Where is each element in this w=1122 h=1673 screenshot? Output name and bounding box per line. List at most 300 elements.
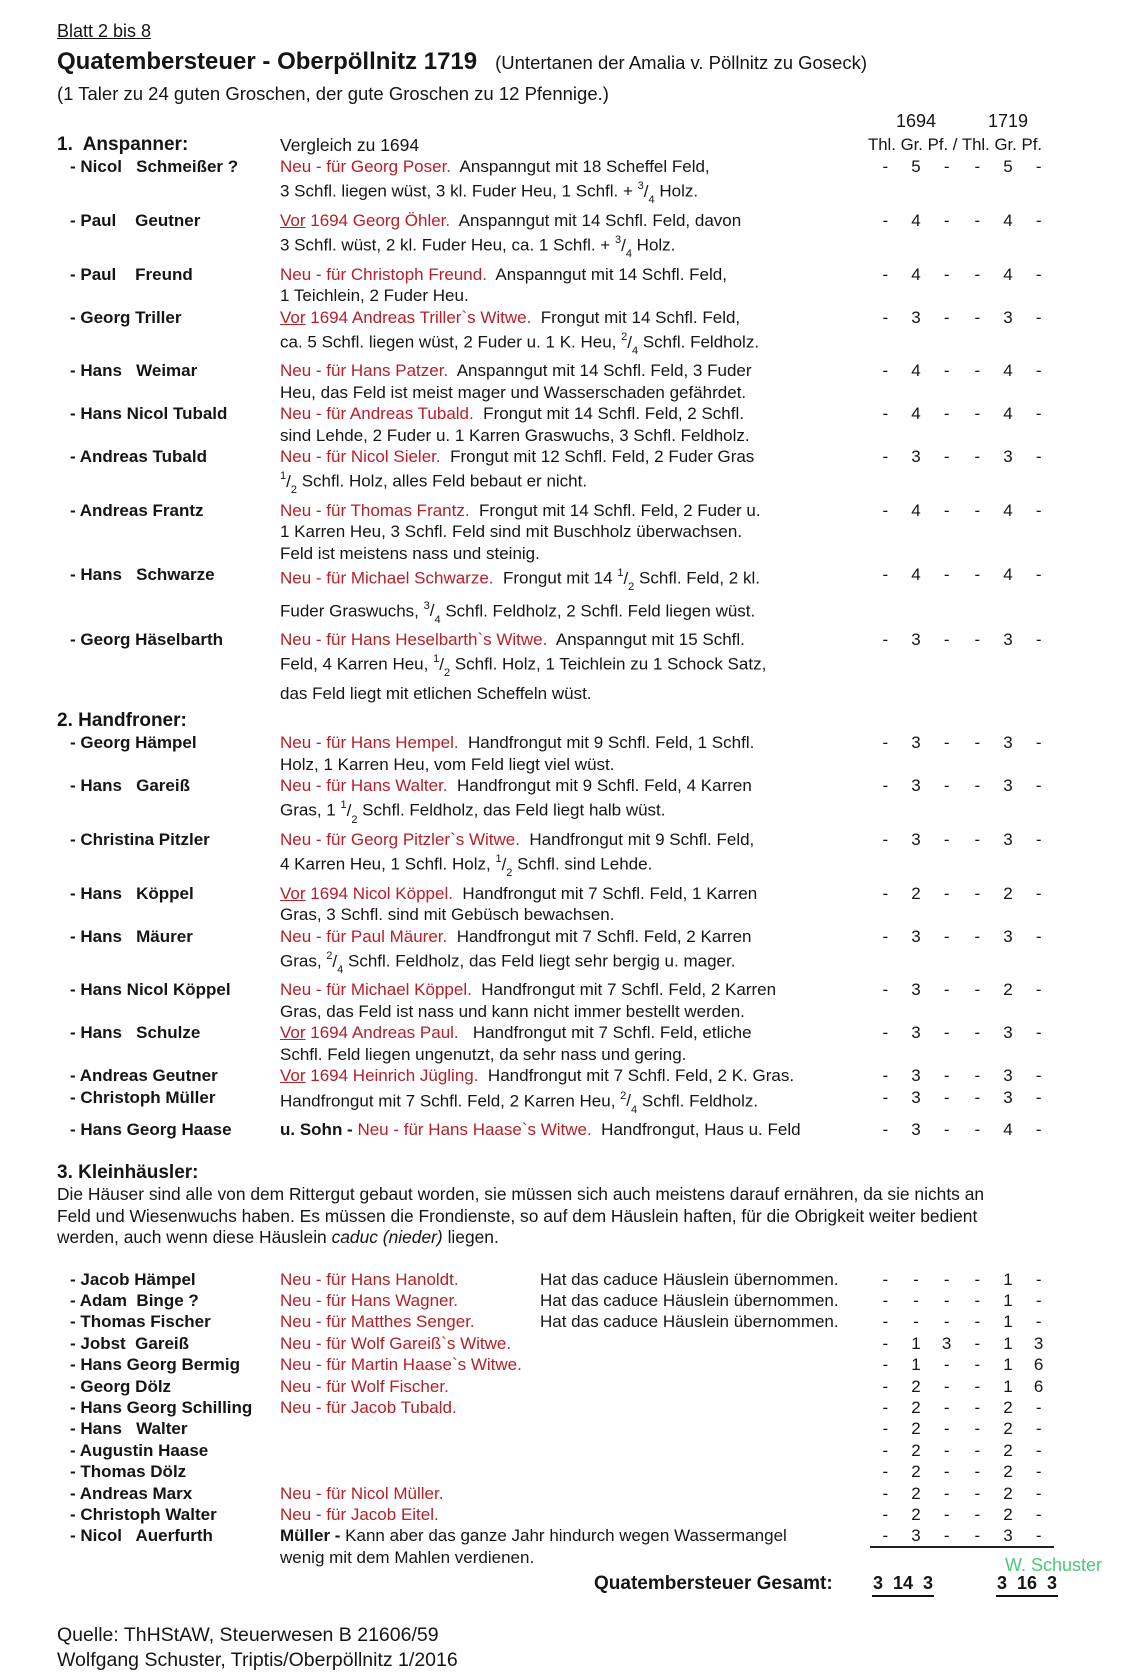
table-row: [0, 979, 1122, 1022]
text: Anspanngut mit 14 Schfl. Feld, 3 Fuder: [448, 361, 752, 381]
value-cell: 1: [1003, 1312, 1013, 1332]
row-description: [280, 1119, 884, 1140]
row-name: - Georg Triller: [70, 307, 182, 327]
value-cell: -: [882, 1312, 889, 1332]
text: Handfrongut mit 9 Schfl. Feld, 1 Schfl.: [458, 733, 755, 753]
text: liegen.: [442, 1227, 499, 1248]
description-line: [280, 1044, 884, 1065]
table-row: [0, 564, 1122, 629]
row-values: [870, 1504, 1054, 1525]
row-values: [870, 1022, 1054, 1043]
value-cell: -: [943, 829, 950, 849]
value-cell: 3: [911, 733, 921, 753]
value-cell: 3: [911, 1526, 921, 1546]
value-cell: 3: [911, 1023, 921, 1043]
row-values: [870, 1525, 1054, 1548]
description-line: [280, 564, 884, 596]
row-values: [870, 264, 1054, 285]
description-line: [280, 1483, 884, 1504]
text: werden, auch wenn diese Häuslein: [57, 1227, 332, 1248]
row-values: [870, 210, 1054, 231]
red-text: Neu - für Jacob Tubald.: [280, 1398, 457, 1418]
description-line: [280, 1087, 884, 1119]
row-values: [870, 829, 1054, 850]
text: das Feld liegt mit etlichen Scheffeln wüst.: [280, 683, 592, 703]
section-heading: 3. Kleinhäusler:: [57, 1162, 199, 1184]
value-cell: -: [974, 733, 981, 753]
row-values: [870, 1290, 1054, 1311]
title-note: (Untertanen der Amalia v. Pöllnitz zu Goseck): [495, 52, 867, 73]
table-row: [0, 210, 1122, 264]
red-text: Neu - für Georg Poser.: [280, 157, 452, 176]
value-cell: 3: [911, 926, 921, 946]
value-cell: 3: [911, 776, 921, 796]
row-values: [870, 156, 1054, 177]
row-description: [280, 1397, 884, 1418]
row-values: [870, 1269, 1054, 1290]
value-cell: -: [1035, 1023, 1042, 1043]
description-line: [280, 947, 884, 979]
description-line: [280, 926, 884, 947]
row-name: - Hans Weimar: [70, 361, 198, 381]
row-values: [870, 775, 1054, 796]
row-description: [280, 1525, 884, 1568]
text: Die Häuser sind alle von dem Rittergut gebaut worden, sie müssen sich auch meistens darauf ernähren, da sie nichts an: [57, 1184, 985, 1205]
value-cell: -: [974, 1462, 981, 1482]
italic-text: caduc (nieder): [331, 1227, 443, 1248]
description-line: [280, 754, 884, 775]
text: Kann aber das ganze Jahr hindurch wegen Wassermangel: [345, 1526, 787, 1546]
value-cell: -: [1035, 980, 1042, 1000]
section: [0, 1161, 1122, 1568]
table-row: [0, 1418, 1122, 1439]
value-cell: 3: [911, 980, 921, 1000]
value-cell: 1: [1003, 1355, 1013, 1375]
row-description: [280, 446, 884, 500]
value-cell: -: [974, 157, 981, 176]
row-name: - Hans Schwarze: [70, 565, 215, 585]
value-cell: 4: [911, 361, 921, 381]
value-cell: 3: [911, 307, 921, 327]
description-line: [280, 732, 884, 753]
value-cell: 3: [1003, 829, 1013, 849]
description-line: [280, 1376, 884, 1397]
subtitle: (1 Taler zu 24 guten Groschen, der gute Groschen zu 12 Pfennige.): [57, 83, 609, 104]
row-note: Hat das caduce Häuslein übernommen.: [540, 1269, 839, 1289]
compare-label: Vergleich zu 1694: [280, 135, 420, 155]
description-line: [280, 1119, 884, 1140]
value-cell: 1: [911, 1355, 921, 1375]
row-name: - Hans Mäurer: [70, 926, 193, 946]
value-cell: 2: [911, 1483, 921, 1503]
row-name: - Jacob Hämpel: [70, 1269, 196, 1289]
table-row: [0, 1119, 1122, 1140]
value-cell: -: [882, 1526, 889, 1546]
value-cell: -: [974, 1419, 981, 1439]
value-cell: -: [1035, 926, 1042, 946]
table-row: [0, 446, 1122, 500]
description-line: [280, 467, 884, 499]
red-text: Neu - für Thomas Frantz.: [280, 500, 470, 520]
text: 1 Karren Heu, 3 Schfl. Feld sind mit Buschholz überwachsen.: [280, 522, 743, 542]
red-text: Neu - für Hans Hempel.: [280, 733, 459, 753]
value-cell: -: [943, 1269, 950, 1289]
value-cell: -: [882, 1376, 889, 1396]
text: sind Lehde, 2 Fuder u. 1 Karren Graswuchs, 3 Schfl. Feldholz.: [280, 425, 750, 445]
value-cell: -: [882, 210, 889, 230]
value-cell: -: [882, 307, 889, 327]
value-cell: -: [882, 1398, 889, 1418]
description-line: [280, 904, 884, 925]
value-cell: -: [1035, 1440, 1042, 1460]
value-cell: -: [943, 1462, 950, 1482]
signature: W. Schuster: [1005, 1555, 1103, 1575]
value-cell: -: [974, 980, 981, 1000]
text: Fuder Graswuchs,: [280, 601, 424, 621]
value-cell: -: [974, 1087, 981, 1107]
row-name: - Jobst Gareiß: [70, 1333, 190, 1353]
value-cell: 3: [1003, 1526, 1013, 1546]
description-line: [280, 307, 884, 328]
row-name: - Hans Schulze: [70, 1023, 201, 1043]
intro-line: [57, 1227, 1122, 1248]
fraction: $^1/_2$: [280, 470, 297, 497]
fraction: $^1/_2$: [433, 653, 451, 680]
value-cell: -: [1035, 1269, 1042, 1289]
value-cell: -: [882, 1066, 889, 1086]
value-cell: 2: [1003, 1505, 1013, 1524]
text: 4 Karren Heu, 1 Schfl. Holz,: [280, 855, 496, 874]
row-name: - Thomas Fischer: [70, 1312, 211, 1332]
value-cell: -: [882, 1333, 889, 1353]
row-note: Hat das caduce Häuslein übernommen.: [540, 1290, 839, 1310]
text: Handfrongut, Haus u. Feld: [591, 1119, 801, 1139]
table-row: [0, 732, 1122, 775]
row-name: - Hans Walter: [70, 1419, 188, 1439]
value-cell: -: [943, 1419, 950, 1439]
text: 3 Schfl. liegen wüst, 3 kl. Fuder Heu, 1 Schfl. +: [280, 182, 638, 202]
value-cell: -: [943, 776, 950, 796]
text: wenig mit dem Mahlen verdienen.: [280, 1547, 535, 1567]
red-underlined-text: Vor: [280, 883, 306, 903]
value-cell: 6: [1033, 1355, 1044, 1375]
value-cell: -: [1035, 307, 1042, 327]
description-line: [280, 1397, 884, 1418]
value-cell: -: [943, 1398, 950, 1418]
value-cell: -: [943, 1087, 950, 1107]
row-description: [280, 1376, 884, 1397]
red-underlined-text: Vor: [280, 1023, 306, 1043]
row-values: [870, 1065, 1054, 1086]
value-cell: -: [1035, 1087, 1042, 1107]
text: Feld, 4 Karren Heu,: [280, 655, 434, 675]
value-cell: -: [882, 447, 889, 467]
row-name: - Augustin Haase: [70, 1440, 209, 1460]
row-name: - Hans Georg Haase: [70, 1119, 232, 1139]
value-cell: -: [1035, 776, 1042, 796]
value-cell: -: [943, 980, 950, 1000]
value-cell: -: [943, 157, 950, 176]
section-heading-row: [0, 709, 1122, 732]
row-description: [280, 979, 884, 1022]
value-cell: -: [882, 630, 889, 649]
text: Holz.: [631, 235, 676, 255]
row-description: [280, 210, 884, 264]
row-description: [280, 1087, 884, 1119]
value-cell: -: [943, 926, 950, 946]
value-cell: -: [974, 1355, 981, 1375]
row-description: [280, 732, 884, 775]
text: Anspanngut mit 14 Schfl. Feld, davon: [450, 210, 742, 230]
description-line: [280, 597, 884, 629]
row-name: - Hans Gareiß: [70, 776, 190, 796]
table-row: [0, 1087, 1122, 1119]
section: [0, 709, 1122, 1140]
value-cell: -: [974, 307, 981, 327]
description-line: [280, 979, 884, 1000]
value-cell: 2: [911, 1462, 921, 1482]
row-name: - Andreas Frantz: [70, 500, 204, 520]
text: Schfl. Feldholz, das Feld liegt sehr bergig u. mager.: [343, 951, 736, 971]
fraction: $^2/_4$: [620, 1089, 638, 1116]
red-text: Neu - für Hans Wagner.: [280, 1290, 458, 1310]
value-cell: -: [943, 404, 950, 424]
row-values: [870, 732, 1054, 753]
value-cell: 2: [911, 1419, 921, 1439]
value-cell: -: [882, 1419, 889, 1439]
fraction: $^1/_2$: [495, 853, 513, 880]
value-cell: -: [974, 500, 981, 520]
value-cell: 2: [911, 1376, 921, 1396]
text: Schfl. Holz, 1 Teichlein zu 1 Schock Satz,: [450, 655, 767, 675]
text: Handfrongut mit 7 Schfl. Feld, 2 K. Gras.: [478, 1066, 795, 1086]
text: Schfl. Feldholz, 2 Schfl. Feld liegen wüst.: [440, 601, 756, 621]
text: Schfl. Holz, alles Feld bebaut er nicht.: [296, 472, 588, 492]
table-row: [0, 926, 1122, 980]
total-values: [872, 1573, 1058, 1597]
description-line: [280, 264, 884, 285]
row-description: [280, 360, 884, 403]
row-description: [280, 1333, 884, 1354]
section-rows: [0, 732, 1122, 1140]
text: Handfrongut mit 7 Schfl. Feld, etliche: [458, 1023, 752, 1043]
section-heading: 1. Anspanner:: [57, 134, 189, 155]
description-line: [280, 1333, 884, 1354]
row-name: - Hans Nicol Köppel: [70, 980, 231, 1000]
total-label: Quatembersteuer Gesamt:: [594, 1573, 833, 1595]
row-description: [280, 1022, 884, 1065]
row-description: [280, 403, 884, 446]
value-cell: -: [974, 210, 981, 230]
value-cell: -: [974, 447, 981, 467]
value-cell: -: [974, 829, 981, 849]
description-line: [280, 328, 884, 360]
description-line: [280, 425, 884, 446]
text: Gras, 1: [280, 801, 341, 821]
red-text: 1694 Heinrich Jügling.: [305, 1066, 479, 1086]
fraction: $^1/_2$: [617, 567, 635, 594]
red-text: Neu - für Nicol Müller.: [280, 1483, 444, 1503]
row-values: [870, 446, 1054, 467]
table-row: [0, 1022, 1122, 1065]
row-values: [870, 500, 1054, 521]
value-cell: -: [943, 500, 950, 520]
table-row: [0, 1461, 1122, 1482]
description-line: [280, 231, 884, 263]
value-cell: -: [974, 361, 981, 381]
fraction: $^1/_2$: [340, 799, 358, 826]
value-cell: 4: [911, 500, 921, 520]
value-cell: 4: [1003, 500, 1013, 520]
description-line: [280, 285, 884, 306]
text: Heu, das Feld ist meist mager und Wasserschaden gefährdet.: [280, 382, 747, 402]
page-title: Quatembersteuer - Oberpöllnitz 1719: [57, 48, 478, 75]
description-line: [280, 500, 884, 521]
red-text: Neu - für Jacob Eitel.: [280, 1505, 439, 1524]
table-row: [0, 883, 1122, 926]
row-description: [280, 629, 884, 704]
table-row: [0, 1354, 1122, 1375]
description-line: [280, 210, 884, 231]
red-text: 1694 Andreas Paul.: [305, 1023, 459, 1043]
value-cell: -: [882, 1483, 889, 1503]
value-cell: -: [882, 1269, 889, 1289]
text: Schfl. sind Lehde.: [512, 855, 653, 874]
row-values: [870, 307, 1054, 328]
value-cell: 2: [911, 883, 921, 903]
value-cell: 4: [911, 565, 921, 585]
description-line: [280, 177, 884, 209]
row-values: [870, 1376, 1054, 1397]
value-cell: -: [882, 1119, 889, 1139]
value-cell: -: [882, 361, 889, 381]
fraction: $^3/_4$: [423, 599, 441, 626]
description-line: [280, 521, 884, 542]
description-line: [280, 683, 884, 704]
text: Feld ist meistens nass und steinig.: [280, 543, 540, 563]
table-row: [0, 629, 1122, 704]
text: ca. 5 Schfl. liegen wüst, 2 Fuder u. 1 K. Heu,: [280, 332, 622, 352]
value-cell: 4: [911, 404, 921, 424]
red-text: 1694 Georg Öhler.: [305, 210, 451, 230]
text: Feld und Wiesenwuchs haben. Es müssen die Frondienste, so auf dem Häuslein haften, für die Obrigkeit weiter bedient: [57, 1205, 978, 1226]
text: Schfl. Feldholz.: [638, 332, 760, 352]
total-group: 3 14 3: [872, 1573, 934, 1597]
value-cell: 3: [911, 1087, 921, 1107]
value-cell: -: [882, 733, 889, 753]
row-name: - Hans Nicol Tubald: [70, 404, 228, 424]
value-cell: 2: [1003, 1483, 1013, 1503]
value-cell: -: [1035, 500, 1042, 520]
title-row: [57, 47, 1122, 80]
value-cell: -: [943, 210, 950, 230]
value-cell: -: [882, 157, 889, 176]
row-name: - Georg Hämpel: [70, 733, 197, 753]
row-values: [870, 1440, 1054, 1461]
value-cell: -: [1035, 733, 1042, 753]
value-cell: -: [882, 980, 889, 1000]
table-row: [0, 1525, 1122, 1568]
value-cell: -: [974, 1505, 981, 1524]
row-description: [280, 829, 884, 883]
value-cell: -: [943, 447, 950, 467]
value-cell: -: [943, 1023, 950, 1043]
red-text: Neu - für Andreas Tubald.: [280, 404, 474, 424]
red-text: 1694 Nicol Köppel.: [305, 883, 453, 903]
text: Anspanngut mit 18 Scheffel Feld,: [451, 157, 710, 176]
description-line: [280, 446, 884, 467]
value-cell: 3: [1003, 1087, 1013, 1107]
value-cell: -: [882, 1462, 889, 1482]
value-cell: -: [974, 404, 981, 424]
value-cell: -: [974, 1023, 981, 1043]
text: Frongut mit 14: [493, 568, 618, 588]
row-values: [870, 1397, 1054, 1418]
year-left: 1694: [895, 111, 937, 131]
table-row: [0, 1290, 1122, 1311]
section-rows: [0, 1269, 1122, 1569]
value-cell: 1: [1003, 1269, 1013, 1289]
value-cell: -: [913, 1312, 919, 1332]
row-description: [280, 1354, 884, 1375]
description-line: [280, 1022, 884, 1043]
description-line: [280, 1547, 884, 1568]
table-row: [0, 1333, 1122, 1354]
value-cell: 3: [1003, 307, 1013, 327]
row-values: [870, 629, 1054, 650]
table-row: [0, 156, 1122, 210]
row-values: [870, 1418, 1054, 1439]
row-name: - Georg Dölz: [70, 1376, 172, 1396]
table-row: [0, 829, 1122, 883]
text: Handfrongut mit 7 Schfl. Feld, 2 Karren: [447, 926, 752, 946]
row-description: [280, 1065, 884, 1086]
description-line: [280, 1065, 884, 1086]
value-cell: -: [943, 307, 950, 327]
red-text: Neu - für Matthes Senger.: [280, 1312, 475, 1332]
table-row: [0, 1065, 1122, 1086]
row-name: - Andreas Geutner: [70, 1066, 218, 1086]
table-row: [0, 360, 1122, 403]
row-name: - Paul Freund: [70, 264, 193, 284]
red-underlined-text: Vor: [280, 307, 306, 327]
value-cell: -: [974, 1312, 981, 1332]
value-cell: -: [882, 404, 889, 424]
row-name: - Andreas Marx: [70, 1483, 193, 1503]
row-values: [870, 926, 1054, 947]
value-cell: -: [882, 1505, 889, 1524]
red-text: Neu - für Hans Heselbarth`s Witwe.: [280, 630, 548, 649]
year-headers: [870, 111, 1054, 132]
description-line: [280, 775, 884, 796]
total-row: [0, 1573, 1122, 1601]
text: Frongut mit 14 Schfl. Feld, 2 Schfl.: [473, 404, 744, 424]
value-cell: -: [882, 1355, 889, 1375]
value-cell: -: [1035, 1483, 1042, 1503]
row-values: [870, 1087, 1054, 1108]
value-cell: -: [943, 630, 950, 649]
text: Holz.: [654, 182, 699, 202]
value-cell: -: [974, 1440, 981, 1460]
description-line: [280, 1525, 884, 1546]
value-cell: 3: [911, 1119, 921, 1139]
description-line: [280, 883, 884, 904]
value-cell: -: [882, 776, 889, 796]
row-values: [870, 1354, 1054, 1375]
value-cell: -: [1035, 565, 1042, 585]
value-cell: -: [1035, 1398, 1042, 1418]
red-text: Neu - für Hans Patzer.: [280, 361, 449, 381]
